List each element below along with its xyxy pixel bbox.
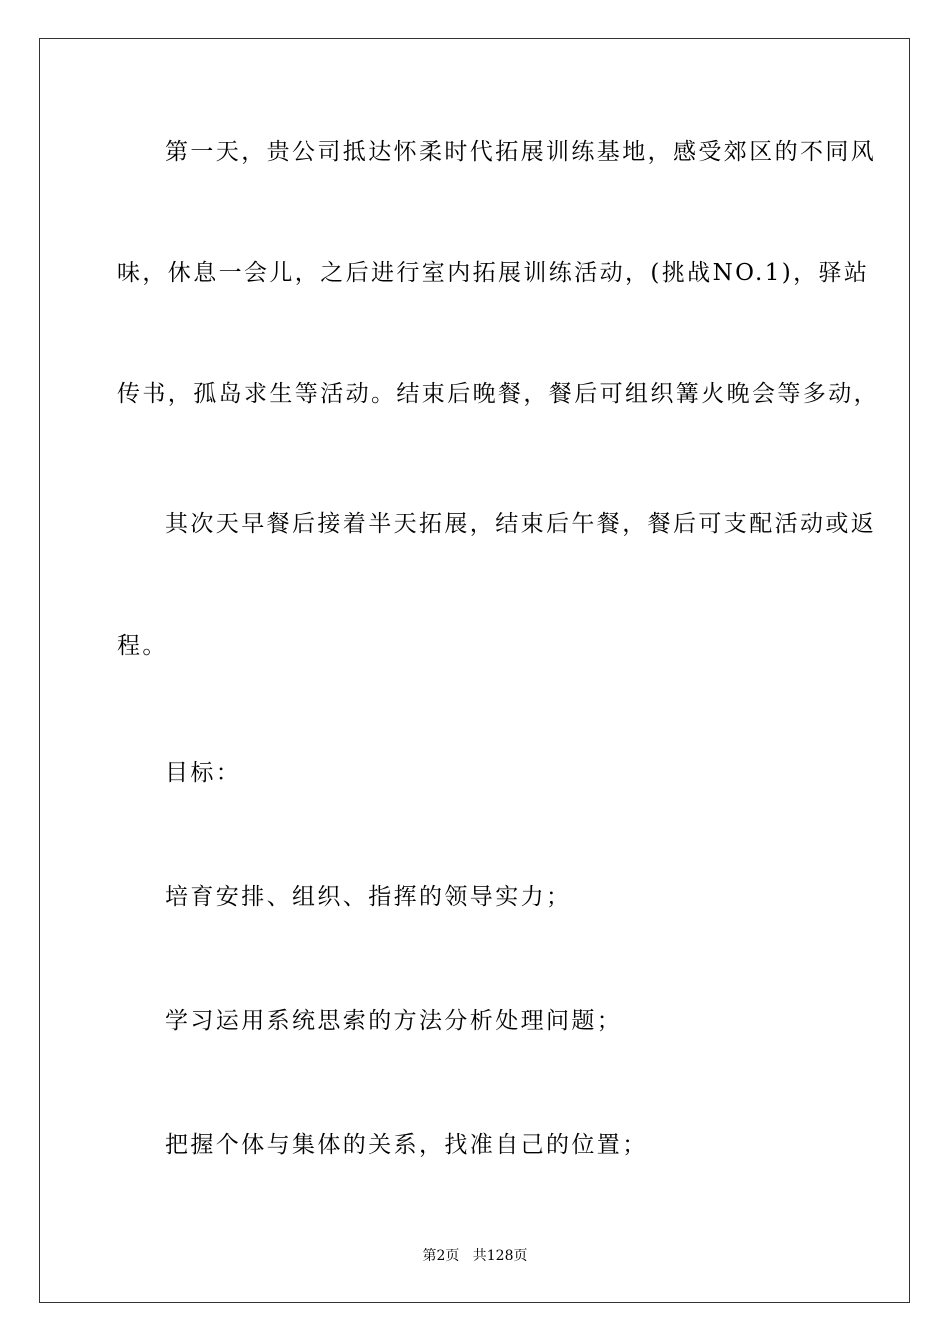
paragraph-line-5: 程。 (117, 633, 168, 659)
paragraph-line-4: 其次天早餐后接着半天拓展，结束后午餐，餐后可支配活动或返 (165, 511, 877, 537)
paragraph-line-3: 传书，孤岛求生等活动。结束后晚餐，餐后可组织篝火晚会等多动， (117, 381, 879, 407)
heading-goals: 目标： (165, 760, 242, 786)
goal-item-3: 把握个体与集体的关系，找准自己的位置； (165, 1132, 648, 1158)
page-frame (39, 38, 910, 1303)
goal-item-2: 学习运用系统思索的方法分析处理问题； (165, 1008, 623, 1034)
page-number-footer: 第2页 共128页 (422, 1248, 528, 1264)
paragraph-line-1: 第一天，贵公司抵达怀柔时代拓展训练基地，感受郊区的不同风 (165, 139, 877, 165)
paragraph-line-2: 味，休息一会儿，之后进行室内拓展训练活动，(挑战NO.1)，驿站 (117, 260, 870, 286)
goal-item-1: 培育安排、组织、指挥的领导实力； (165, 884, 572, 910)
